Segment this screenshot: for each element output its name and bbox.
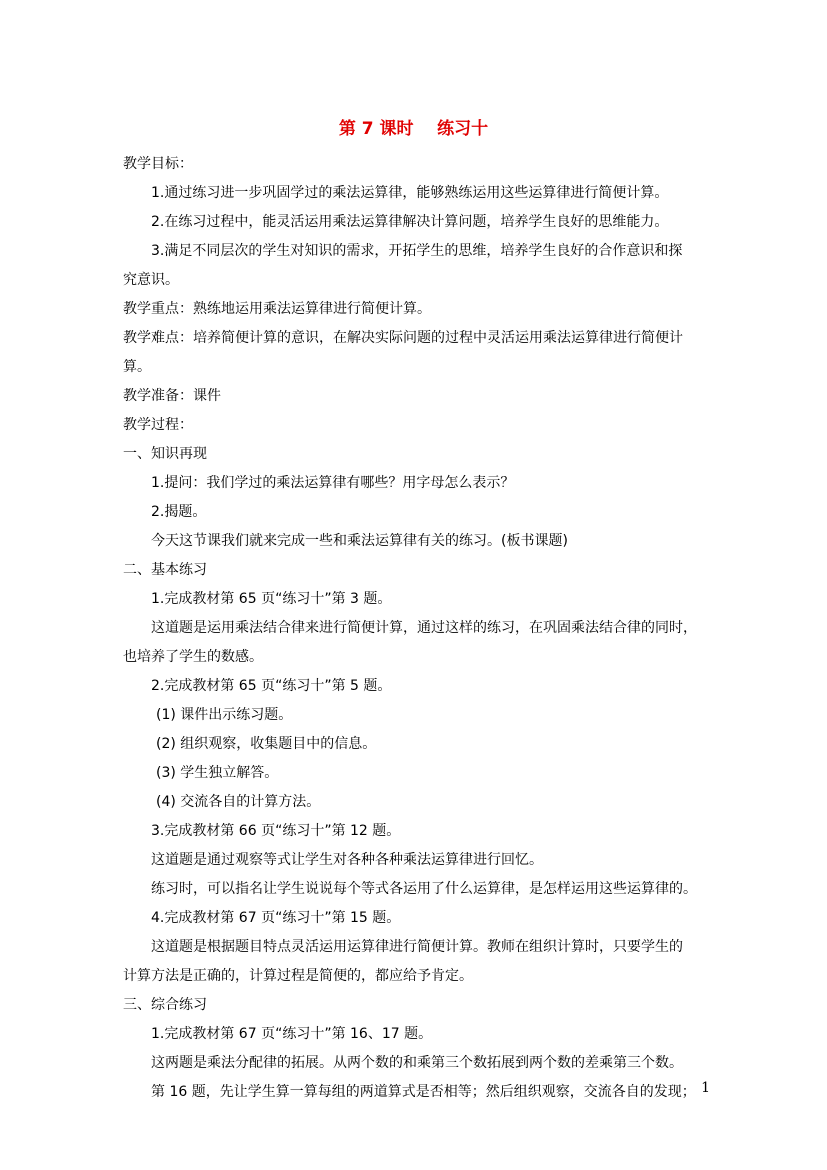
text-line: 教学过程： <box>123 417 193 433</box>
text-line: (2) 组织观察，收集题目中的信息。 <box>156 736 377 752</box>
document-body <box>123 150 706 1107</box>
text-line: 也培养了学生的数感。 <box>123 649 263 665</box>
text-line: 究意识。 <box>123 272 179 288</box>
text-line: 教学准备：课件 <box>123 388 221 404</box>
text-line: 教学目标： <box>123 156 193 172</box>
text-line: 算。 <box>123 359 151 375</box>
text-line: 这道题是通过观察等式让学生对各种各种乘法运算律进行回忆。 <box>151 852 543 868</box>
text-line: 这道题是根据题目特点灵活运用运算律进行简便计算。教师在组织计算时，只要学生的 <box>151 939 683 955</box>
text-line: 3.完成教材第 66 页“练习十”第 12 题。 <box>151 823 401 839</box>
text-line: 1.完成教材第 67 页“练习十”第 16、17 题。 <box>151 1026 433 1042</box>
text-line: 2.揭题。 <box>151 504 207 520</box>
text-line: 教学重点：熟练地运用乘法运算律进行简便计算。 <box>123 301 431 317</box>
text-line: 计算方法是正确的，计算过程是简便的，都应给予肯定。 <box>123 968 473 984</box>
text-line: 2.完成教材第 65 页“练习十”第 5 题。 <box>151 678 392 694</box>
text-line: 2.在练习过程中，能灵活运用乘法运算律解决计算问题，培养学生良好的思维能力。 <box>151 214 669 230</box>
text-line: 练习时，可以指名让学生说说每个等式各运用了什么运算律，是怎样运用这些运算律的。 <box>151 881 697 897</box>
text-line: 1.提问：我们学过的乘法运算律有哪些？用字母怎么表示？ <box>151 475 515 491</box>
text-line: 3.满足不同层次的学生对知识的需求，开拓学生的思维，培养学生良好的合作意识和探 <box>151 243 683 259</box>
text-line: 今天这节课我们就来完成一些和乘法运算律有关的练习。(板书课题) <box>151 533 568 549</box>
text-line: (3) 学生独立解答。 <box>156 765 279 781</box>
section-heading: 三、综合练习 <box>123 997 207 1013</box>
text-line: 教学难点：培养简便计算的意识，在解决实际问题的过程中灵活运用乘法运算律进行简便计 <box>123 330 683 346</box>
text-line: 这两题是乘法分配律的拓展。从两个数的和乘第三个数拓展到两个数的差乘第三个数。 <box>151 1055 683 1071</box>
text-line: 第 16 题，先让学生算一算每组的两道算式是否相等；然后组织观察，交流各自的发现； <box>151 1084 696 1100</box>
text-line: 4.完成教材第 67 页“练习十”第 15 题。 <box>151 910 401 926</box>
section-heading: 一、知识再现 <box>123 446 207 462</box>
text-line: (4) 交流各自的计算方法。 <box>156 794 321 810</box>
page-number: 1 <box>701 1080 710 1096</box>
text-line: 1.通过练习进一步巩固学过的乘法运算律，能够熟练运用这些运算律进行简便计算。 <box>151 185 669 201</box>
section-heading: 二、基本练习 <box>123 562 207 578</box>
text-line: 这道题是运用乘法结合律来进行简便计算，通过这样的练习，在巩固乘法结合律的同时， <box>151 620 697 636</box>
text-line: (1) 课件出示练习题。 <box>156 707 293 723</box>
text-line: 1.完成教材第 65 页“练习十”第 3 题。 <box>151 591 392 607</box>
lesson-title: 第 7 课时 练习十 <box>338 119 489 139</box>
